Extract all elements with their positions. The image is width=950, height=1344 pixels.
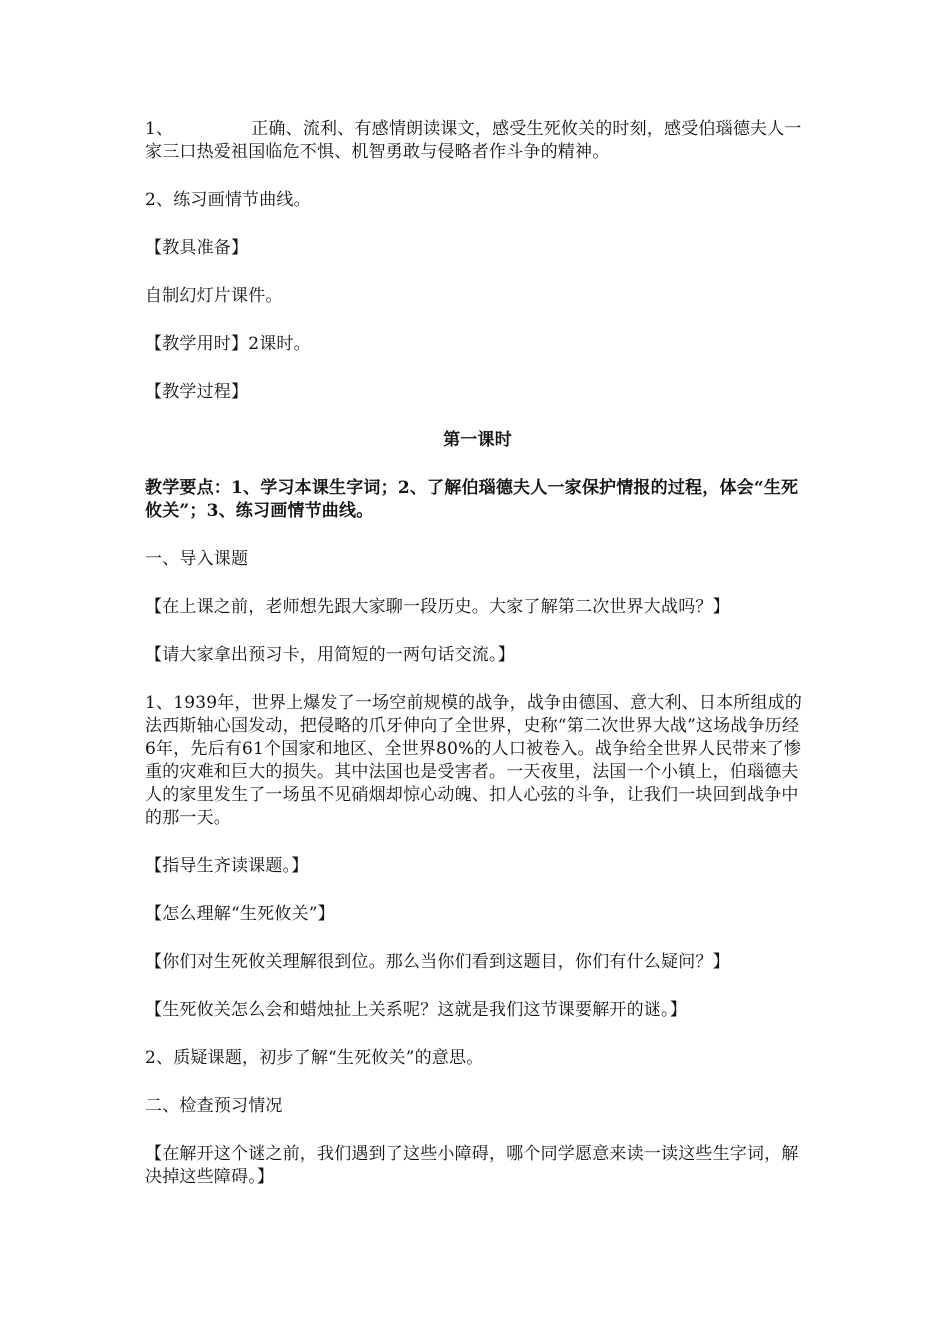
- section-heading-process: 【教学过程】: [145, 382, 249, 402]
- prompt-3: 【指导生齐读课题。】: [145, 856, 309, 876]
- prompt-1: 【在上课之前，老师想先跟大家聊一段历史。大家了解第二次世界大战吗？】: [145, 597, 730, 617]
- section-heading-preparation: 【教具准备】: [145, 238, 249, 258]
- lesson-title: 第一课时: [443, 430, 512, 450]
- objective-1: [145, 118, 810, 164]
- section-2-heading: 二、检查预习情况: [145, 1096, 283, 1116]
- teaching-time: 【教学用时】2课时。: [145, 334, 311, 354]
- prompt-7: 【在解开这个谜之前，我们遇到了这些小障碍，哪个同学愿意来读一读这些生字词，解决掉这些障碍。】: [145, 1144, 799, 1187]
- document-page: [145, 118, 810, 1189]
- item-2: 2、质疑课题，初步了解“生死攸关”的意思。: [145, 1048, 484, 1068]
- prompt-6: 【生死攸关怎么会和蜡烛扯上关系呢？这就是我们这节课要解开的谜。】: [145, 1000, 687, 1020]
- section-1-heading: 一、导入课题: [145, 549, 249, 569]
- prompt-2: 【请大家拿出预习卡，用简短的一两句话交流。】: [145, 645, 515, 665]
- key-points: 教学要点：1、学习本课生字词；2、了解伯瑙德夫人一家保护情报的过程，体会“生死攸关”；3、练习画情节曲线。: [145, 478, 799, 521]
- preparation-body: 自制幻灯片课件。: [145, 286, 283, 306]
- objective-1-number: 1、: [145, 119, 174, 139]
- prompt-4: 【怎么理解“生死攸关”】: [145, 904, 335, 924]
- prompt-5: 【你们对生死攸关理解很到位。那么当你们看到这题目，你们有什么疑问？】: [145, 952, 730, 972]
- objective-2: 2、练习画情节曲线。: [145, 190, 311, 210]
- objective-1-text: 正确、流利、有感情朗读课文，感受生死攸关的时刻，感受伯瑙德夫人一家三口热爱祖国临危不惧、机智勇敢与侵略者作斗争的精神。: [145, 119, 802, 162]
- history-paragraph: 1、1939年，世界上爆发了一场空前规模的战争，战争由德国、意大利、日本所组成的法西斯轴心国发动，把侵略的爪牙伸向了全世界，史称“第二次世界大战”这场战争历经6年，先后有61个国家和地区、全世界80%的人口被卷入。战争给全世界人民带来了惨重的灾难和巨大的损失。其中法国也是受害者。一天夜里，法国一个小镇上，伯瑙德夫人的家里发生了一场虽不见硝烟却惊心动魄、扣人心弦的斗争，让我们一块回到战争中的那一天。: [145, 693, 803, 828]
